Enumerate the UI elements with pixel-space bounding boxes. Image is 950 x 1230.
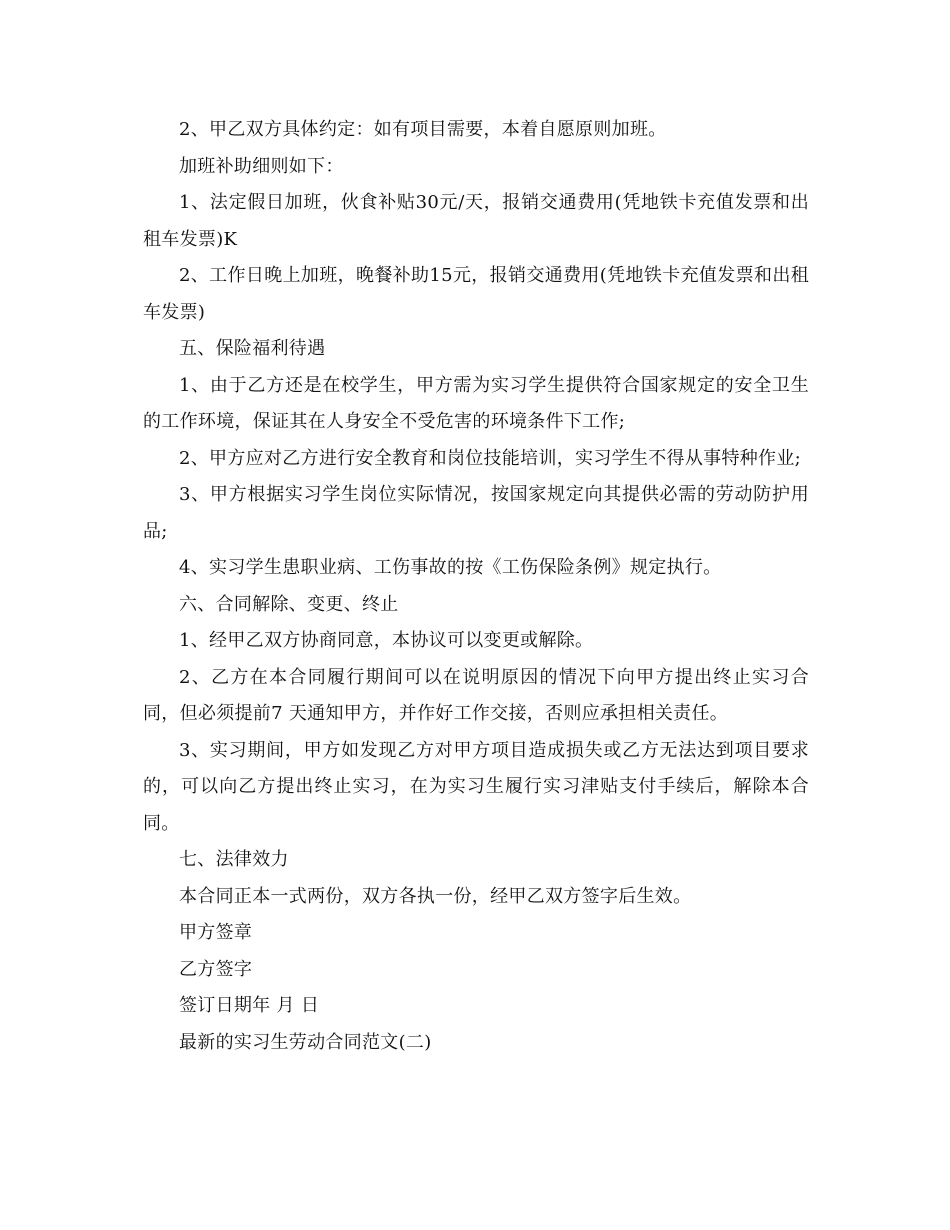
section-heading-legal-effect: 七、法律效力 [179, 849, 289, 870]
signature-party-b: 乙方签字 [179, 958, 253, 980]
clause-weekday-overtime: 2、工作日晚上加班，晚餐补助15元，报销交通费用(凭地铁卡充值发票和出租车发票) [143, 265, 809, 323]
section-heading-insurance: 五、保险福利待遇 [179, 338, 326, 359]
signing-date: 签订日期年 月 日 [179, 995, 320, 1016]
section-heading-termination: 六、合同解除、变更、终止 [179, 593, 399, 615]
clause-mutual-change: 1、经甲乙双方协商同意，本协议可以变更或解除。 [179, 630, 594, 651]
clause-protective-equipment: 3、甲方根据实习学生岗位实际情况，按国家规定向其提供必需的劳动防护用品; [143, 484, 809, 542]
clause-safety-training: 2、甲方应对乙方进行安全教育和岗位技能培训，实习学生不得从事特种作业; [179, 447, 802, 469]
clause-intern-termination: 2、乙方在本合同履行期间可以在说明原因的情况下向甲方提出终止实习合同，但必须提前7 天通知甲方，并作好工作交接，否则应承担相关责任。 [143, 666, 809, 724]
clause-employer-termination: 3、实习期间，甲方如发现乙方对甲方项目造成损失或乙方无法达到项目要求的，可以向乙方提出终止实习，在为实习生履行实习津贴支付手续后，解除本合同。 [143, 739, 809, 834]
signature-party-a: 甲方签章 [179, 922, 253, 943]
document-body [143, 112, 809, 1061]
clause-work-injury: 4、实习学生患职业病、工伤事故的按《工伤保险条例》规定执行。 [179, 557, 722, 578]
overtime-rules-heading: 加班补助细则如下： [179, 155, 344, 177]
clause-holiday-overtime: 1、法定假日加班，伙食补贴30元/天，报销交通费用(凭地铁卡充值发票和出租车发票)K [143, 192, 809, 250]
clause-safe-environment: 1、由于乙方还是在校学生，甲方需为实习学生提供符合国家规定的安全卫生的工作环境，保证其在人身安全不受危害的环境条件下工作; [143, 374, 809, 432]
clause-contract-copies: 本合同正本一式两份，双方各执一份，经甲乙双方签字后生效。 [179, 885, 692, 907]
clause-overtime-agreement: 2、甲乙双方具体约定：如有项目需要，本着自愿原则加班。 [179, 119, 667, 140]
next-document-title: 最新的实习生劳动合同范文(二) [179, 1031, 432, 1053]
